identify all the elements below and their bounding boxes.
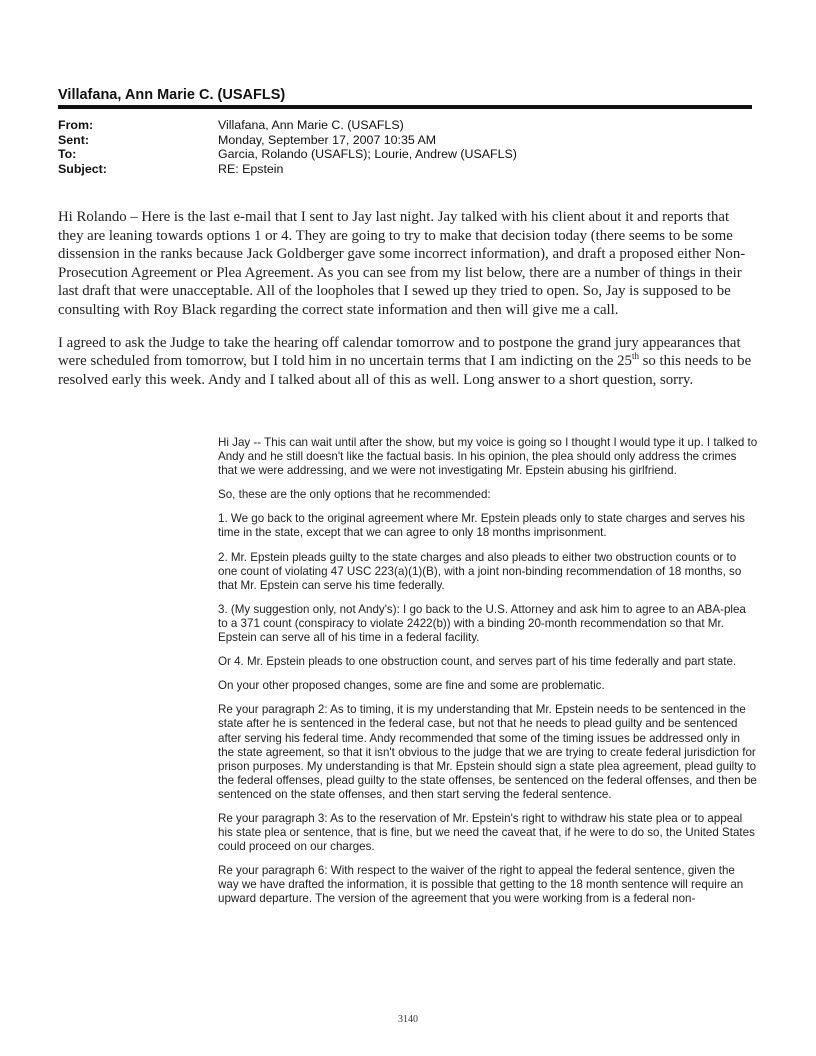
mailbox-owner-title: Villafana, Ann Marie C. (USAFLS) (58, 87, 286, 103)
to-value: Garcia, Rolando (USAFLS); Lourie, Andrew (USAFLS) (218, 147, 517, 162)
quoted-paragraph: So, these are the only options that he recommended: (218, 488, 491, 502)
quoted-paragraph: Re your paragraph 2: As to timing, it is my understanding that Mr. Epstein needs to be sentenced in the state after he is sentenced in the federal case, but not that he needs to plead guilty and be sentenced after serving his federal time. Andy recommended that some of the timing issues be addressed only in the state agreement, so that it isn't obvious to the judge that we are trying to create federal jurisdiction for prison purposes. My understanding is that Mr. Epstein should sign a state plea agreement, plead guilty to the federal offenses, plead guilty to the state offenses, be sentenced on the federal offenses, and then be sentenced on the state offenses, and then start serving the federal sentence. (218, 703, 757, 801)
to-row (58, 147, 758, 162)
header-divider (58, 105, 752, 109)
reply-text: so this needs to be resolved early this week. Andy and I talked about all of this as well. Long answer to a short question, sorry. (58, 353, 752, 388)
reply-paragraph: Hi Rolando – Here is the last e-mail that I sent to Jay last night. Jay talked with his client about it and reports that they are leaning towards options 1 or 4. They are going to try to make that decision today (there seems to be some dissension in the ranks because Jack Goldberger gave some incorrect information), and draft a proposed either Non-Prosecution Agreement or Plea Agreement. As you can see from my list below, there are a number of things in their last draft that were unacceptable. All of the loopholes that I sewed up they tried to open. So, Jay is supposed to be consulting with Roy Black regarding the correct state information and then will give me a call. (58, 209, 746, 318)
option-item: 3. (My suggestion only, not Andy's): I go back to the U.S. Attorney and ask him to agree to an ABA-plea to a 371 count (conspiracy to violate 2422(b)) with a binding 20-month recommendation so that Mr. Epstein can serve all of his time in a federal facility. (218, 602, 746, 645)
reply-text: I agreed to ask the Judge to take the hearing off calendar tomorrow and to postpone the grand jury appearances that were scheduled from tomorrow, but I told him in no uncertain terms that I am indicting on the 25 (58, 334, 741, 370)
to-label: To: (58, 147, 77, 162)
from-value: Villafana, Ann Marie C. (USAFLS) (218, 118, 404, 132)
quoted-paragraph: Hi Jay -- This can wait until after the show, but my voice is going so I thought I would type it up. I talked to Andy and he still doesn't like the factual basis. In his opinion, the plea should only address the crimes that we were addressing, and we were not investigating Mr. Epstein abusing his girlfriend. (218, 436, 758, 478)
option-item: Or 4. Mr. Epstein pleads to one obstruction count, and serves part of his time federally and part state. (218, 655, 737, 669)
reply-paragraph (58, 334, 758, 390)
sent-value: Monday, September 17, 2007 10:35 AM (218, 132, 437, 147)
quoted-message (218, 436, 758, 917)
sent-row (58, 133, 758, 148)
quoted-paragraph: Re your paragraph 3: As to the reservation of Mr. Epstein's right to withdraw his state plea or to appeal his state plea or sentence, that is fine, but we need the caveat that, if he were to do so, the United States could proceed on our charges. (218, 811, 755, 854)
quoted-paragraph: On your other proposed changes, some are fine and some are problematic. (218, 679, 605, 693)
option-item: 2. Mr. Epstein pleads guilty to the state charges and also pleads to either two obstruction counts or to one count of violating 47 USC 223(a)(1)(B), with a joint non-binding recommendation of 18 months, so that Mr. Epstein can serve his time federally. (218, 550, 742, 592)
page-number: 3140 (398, 1014, 418, 1025)
subject-value: RE: Epstein (218, 161, 284, 176)
reply-body (58, 208, 758, 403)
from-row (58, 118, 758, 133)
subject-row (58, 162, 758, 177)
subject-label: Subject: (58, 161, 107, 176)
sent-label: Sent: (58, 132, 89, 147)
ordinal-suffix: th (631, 351, 639, 362)
email-header-fields (58, 118, 758, 176)
quoted-paragraph: Re your paragraph 6: With respect to the waiver of the right to appeal the federal sentence, given the way we have drafted the information, it is possible that getting to the 18 month sentence will require an upward departure. The version of the agreement that you were working from is a federal non- (218, 864, 744, 906)
option-item: 1. We go back to the original agreement where Mr. Epstein pleads only to state charges and serves his time in the state, except that we can agree to only 18 months imprisonment. (218, 512, 745, 540)
from-label: From: (58, 118, 94, 132)
